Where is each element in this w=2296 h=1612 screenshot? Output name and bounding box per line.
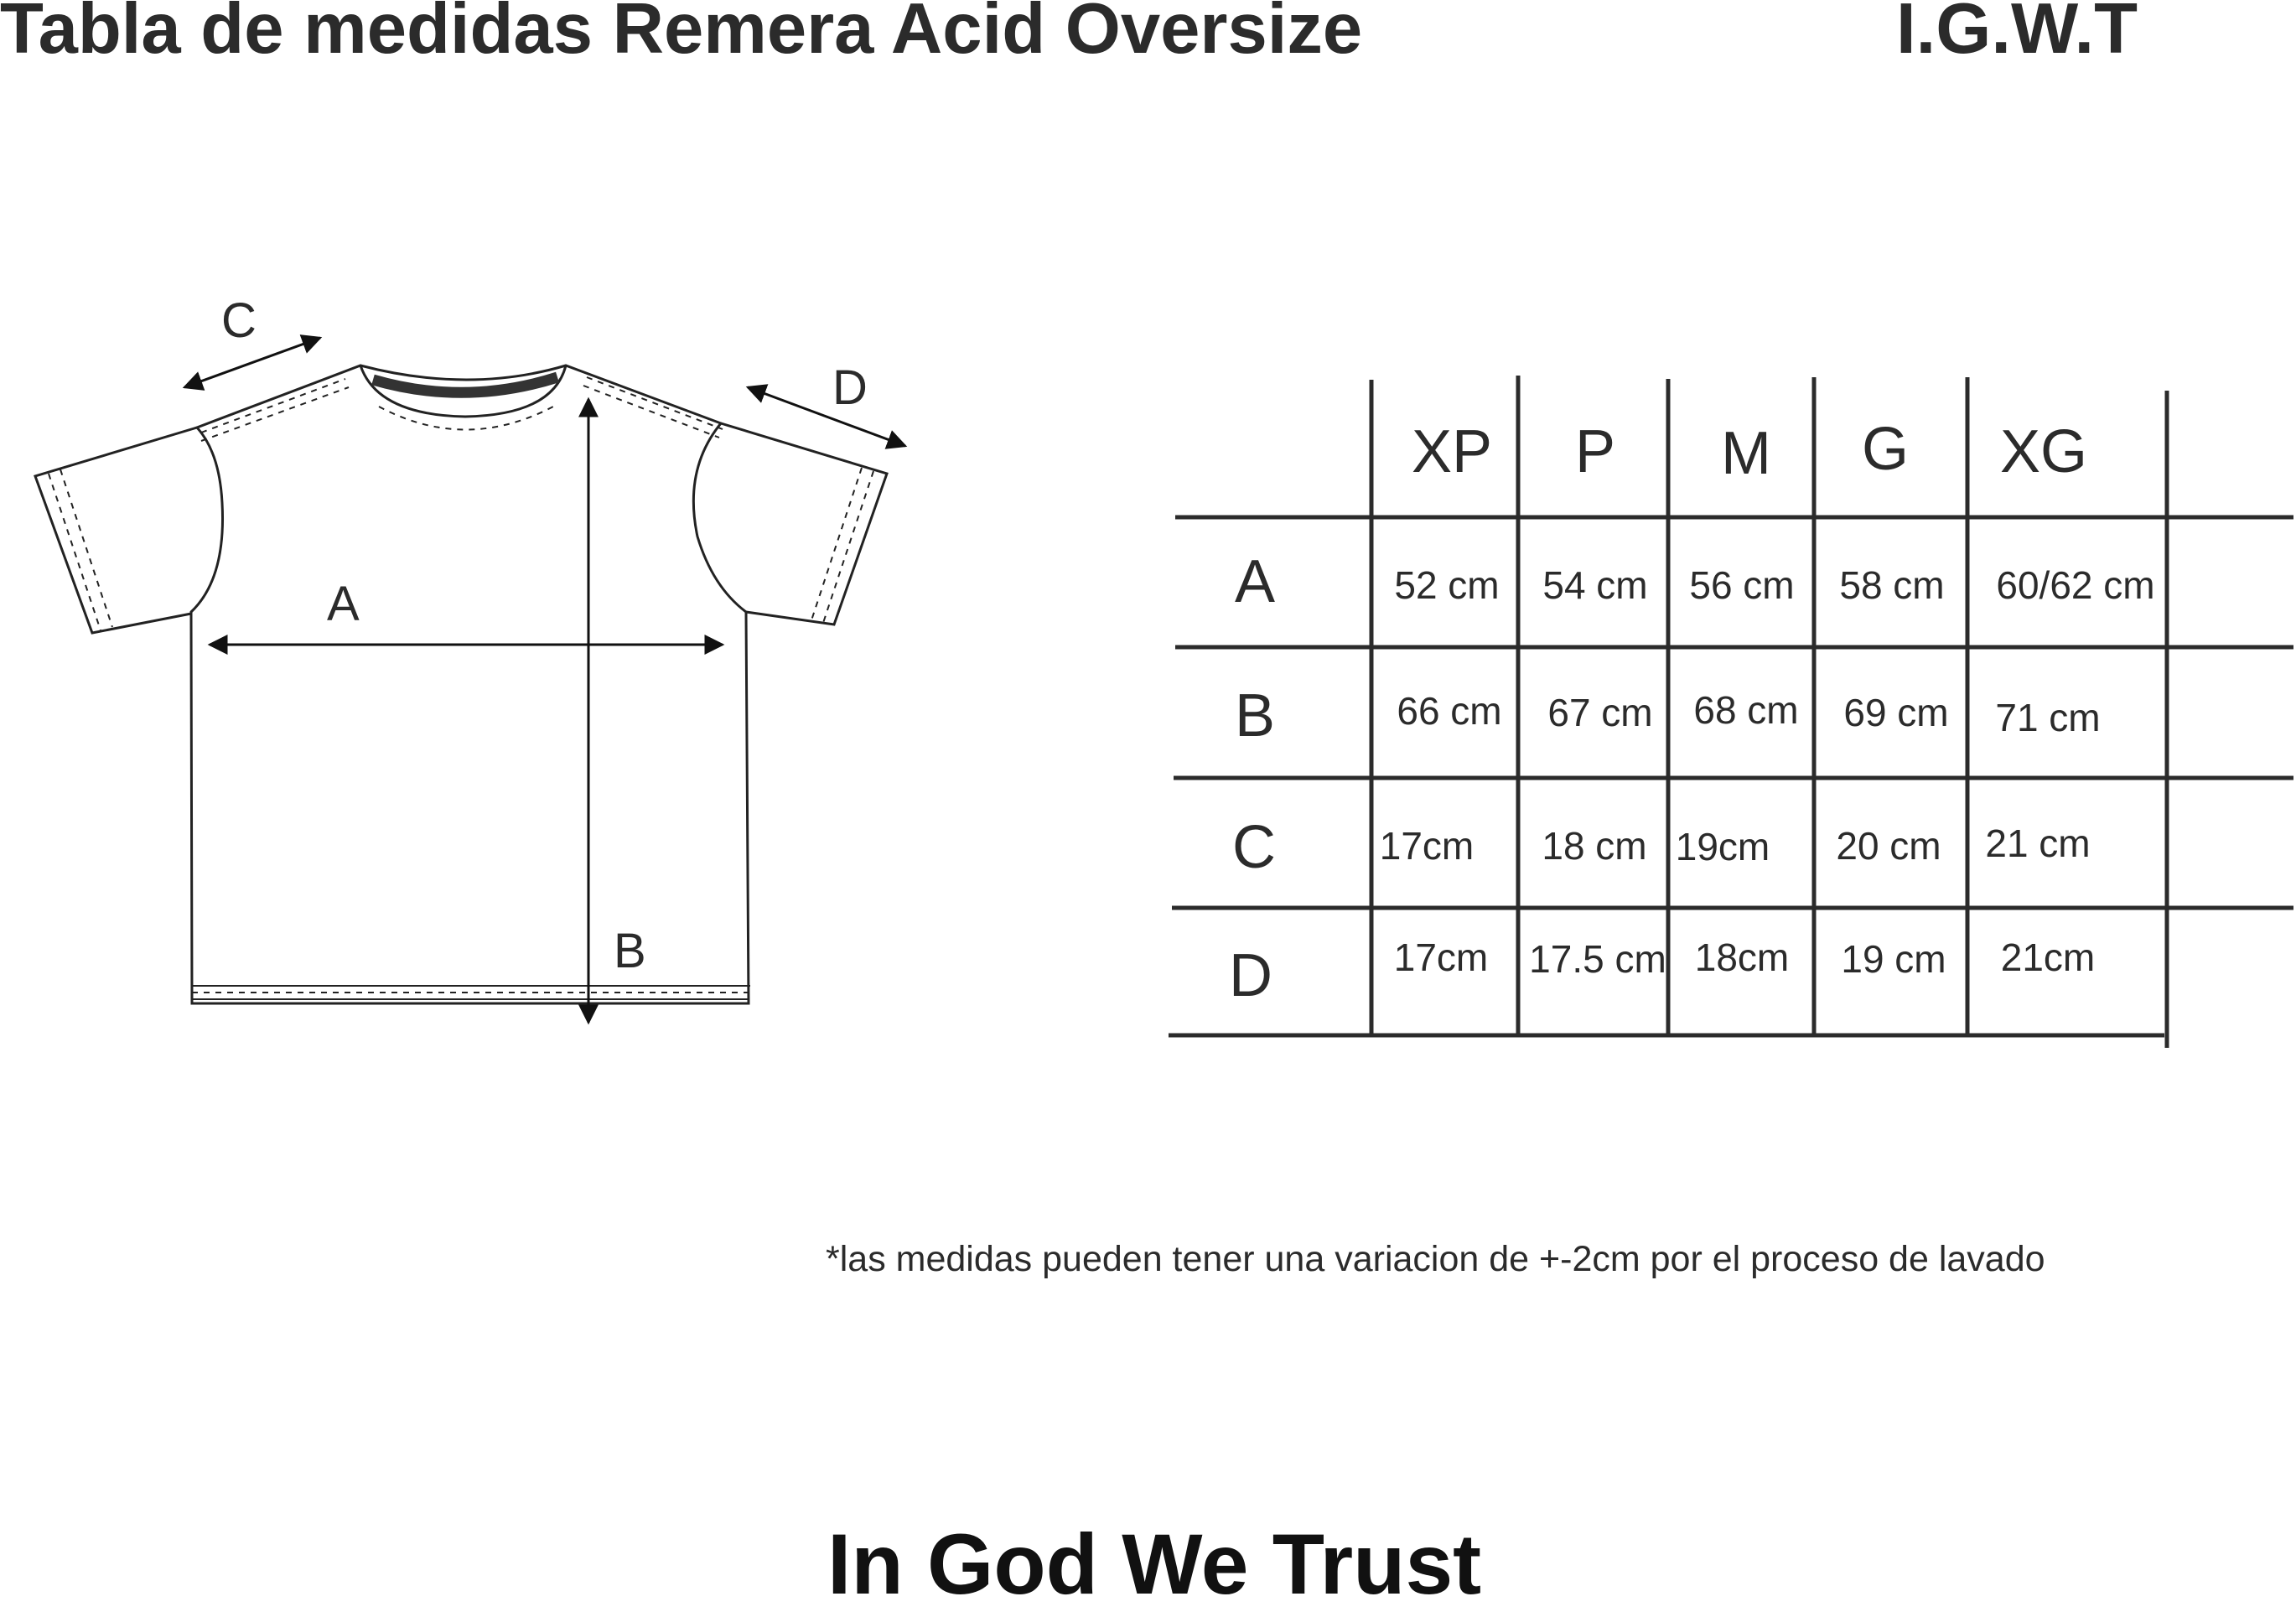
table-cell: 54 cm (1542, 563, 1648, 607)
size-header: P (1574, 418, 1616, 485)
table-cell: 17.5 cm (1529, 937, 1666, 981)
brand-name: I.G.W.T (1896, 0, 2138, 69)
size-header: XG (1999, 418, 2088, 485)
table-cell: 17cm (1379, 824, 1475, 868)
table-cell: 21cm (2000, 936, 2096, 979)
size-header: XP (1411, 418, 1493, 485)
row-label: D (1229, 942, 1272, 1009)
table-cell: 18 cm (1542, 824, 1647, 868)
right-sleeve (721, 423, 887, 625)
label-b: B (614, 924, 646, 978)
table-row (1229, 936, 2095, 1009)
measure-arrows (184, 338, 905, 1023)
table-row (1232, 814, 2091, 881)
table-cell: 21 cm (1985, 822, 2091, 865)
table-cell: 69 cm (1843, 691, 1949, 734)
label-c: C (221, 293, 257, 348)
motto: In God We Trust (827, 1516, 1482, 1612)
left-sleeve (35, 428, 197, 633)
table-cell: 71 cm (1995, 696, 2101, 739)
table-cell: 20 cm (1836, 824, 1941, 868)
size-header: G (1861, 416, 1910, 483)
table-cell: 66 cm (1397, 689, 1502, 733)
size-table-header (1412, 416, 2087, 487)
table-cell: 56 cm (1689, 563, 1795, 607)
table-cell: 67 cm (1547, 691, 1653, 734)
table-cell: 17cm (1393, 936, 1489, 979)
label-d: D (832, 360, 868, 415)
row-label: B (1234, 682, 1276, 749)
table-cell: 60/62 cm (1996, 563, 2155, 607)
table-cell: 52 cm (1394, 563, 1500, 607)
size-header: M (1721, 420, 1771, 487)
wash-variation-note: *las medidas pueden tener una variacion de +-2cm por el proceso de lavado (826, 1239, 2045, 1279)
tshirt-diagram (35, 365, 887, 1003)
table-cell: 18cm (1694, 936, 1790, 979)
row-label: C (1232, 814, 1276, 881)
table-cell: 19 cm (1841, 937, 1946, 981)
page-title: Tabla de medidas Remera Acid Oversize (0, 0, 1363, 69)
row-label: A (1234, 548, 1276, 615)
table-cell: 19cm (1675, 825, 1770, 868)
table-cell: 68 cm (1693, 688, 1799, 732)
table-cell: 58 cm (1839, 563, 1945, 607)
tshirt-outline (191, 365, 749, 1003)
arrow-d (748, 387, 905, 446)
label-a: A (327, 577, 360, 631)
